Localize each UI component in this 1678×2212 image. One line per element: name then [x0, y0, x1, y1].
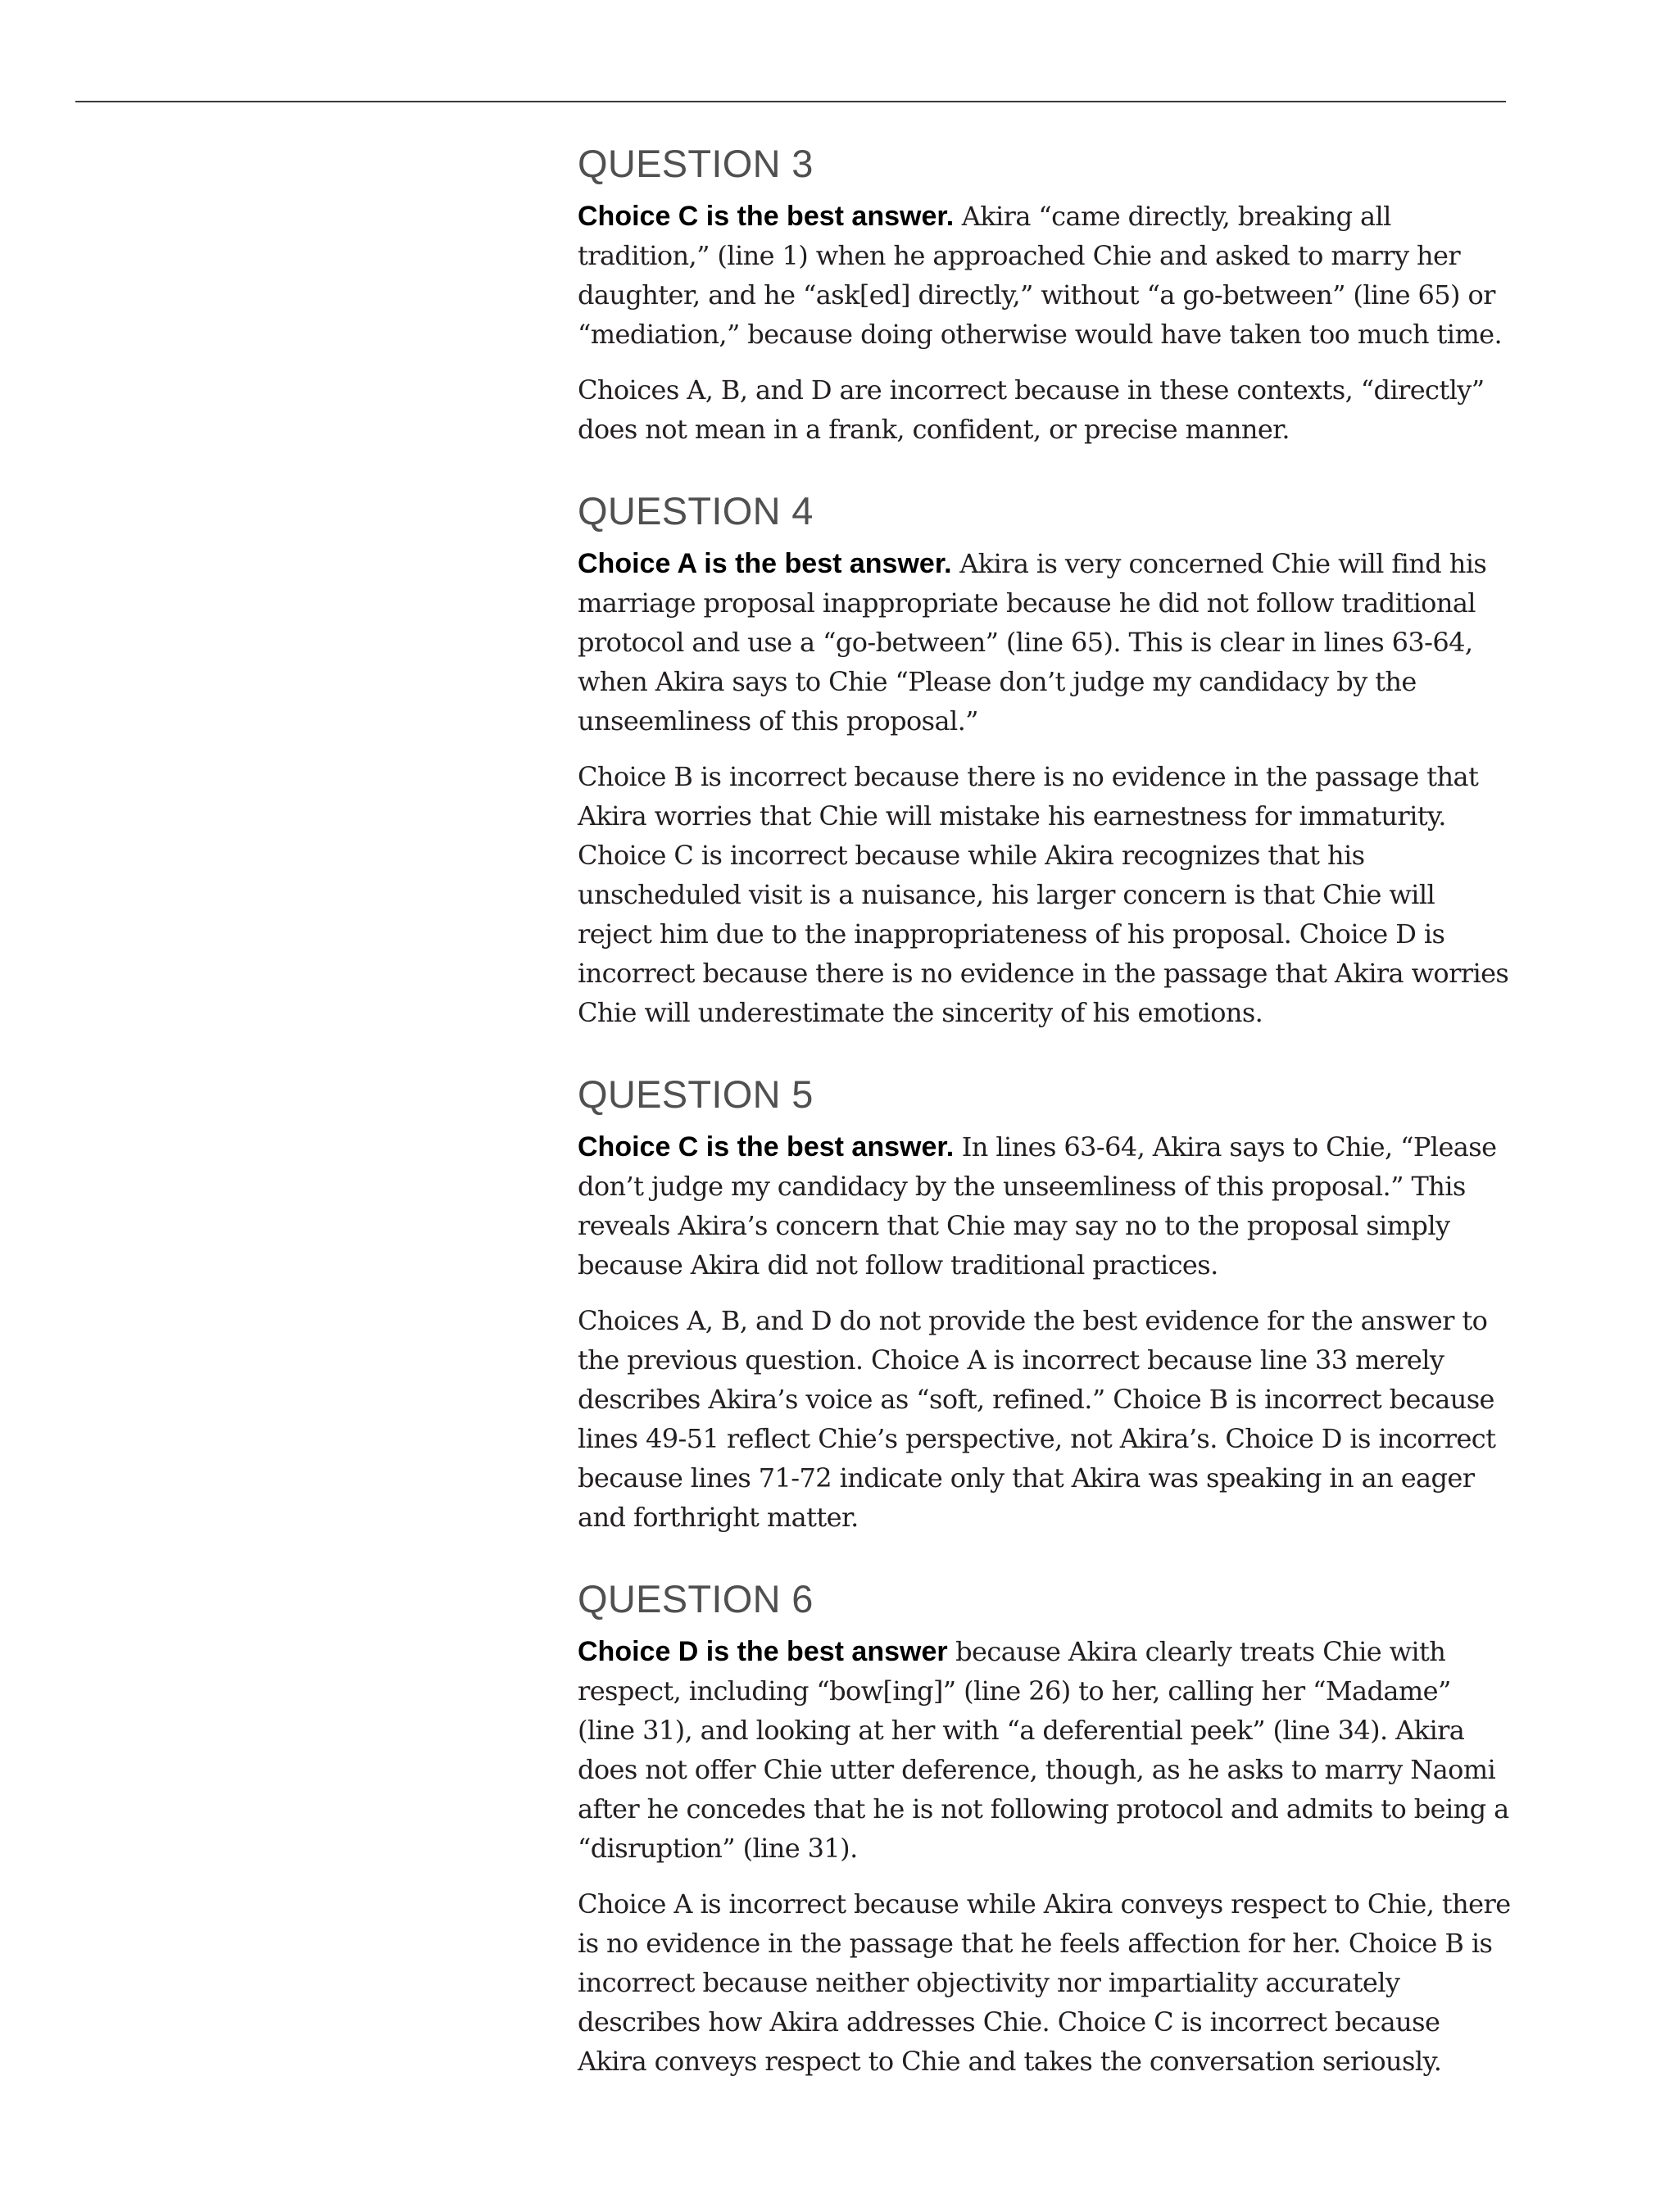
- explanation-paragraph: Choice A is incorrect because while Akira conveys respect to Chie, there is no evidence in the passage that he feels affection for her. Choice B is incorrect because neither objectivity nor impartiality accurately describes how Akira addresses Chie. Choice C is incorrect because Akira conveys respect to Chie and takes the conversation seriously.: [578, 1888, 1511, 2077]
- question-heading: QUESTION 5: [578, 1072, 814, 1116]
- answer-lead: Choice D is the best answer: [578, 1636, 948, 1667]
- answer-body: Akira “came directly, breaking all tradition,” (line 1) when he approached Chie and asked to marry her daughter, and he “ask[ed] directly,” without “a go-between” (line 65) or “mediation,” because doing otherwise would have taken too much time.: [578, 201, 1503, 350]
- answer-paragraph: [578, 544, 1512, 741]
- answer-paragraph: [578, 197, 1512, 354]
- answer-body: Akira is very concerned Chie will find his marriage proposal inappropriate because he did not follow traditional protocol and use a “go-between” (line 65). This is clear in lines 63-64, when Akira says to Chie “Please don’t judge my candidacy by the unseemliness of this proposal.”: [578, 548, 1487, 737]
- answer-explanations: [578, 138, 1512, 2117]
- answer-lead: Choice C is the best answer.: [578, 1131, 955, 1163]
- question-heading: QUESTION 4: [578, 489, 814, 533]
- answer-paragraph: [578, 1632, 1512, 1868]
- question-4-section: [578, 485, 1512, 1032]
- question-3-section: [578, 138, 1512, 449]
- question-heading: QUESTION 3: [578, 142, 814, 185]
- question-6-section: [578, 1573, 1512, 2081]
- explanation-paragraph: Choices A, B, and D are incorrect because in these contexts, “directly” does not mean in a frank, confident, or precise manner.: [578, 374, 1485, 445]
- question-5-section: [578, 1068, 1512, 1537]
- question-heading: QUESTION 6: [578, 1577, 814, 1620]
- top-divider: [75, 101, 1506, 102]
- answer-paragraph: [578, 1127, 1512, 1285]
- explanation-paragraph: Choice B is incorrect because there is no evidence in the passage that Akira worries that Chie will mistake his earnestness for immaturity. Choice C is incorrect because while Akira recognizes that his unscheduled visit is a nuisance, his larger concern is that Chie will reject him due to the inappropriateness of his proposal. Choice D is incorrect because there is no evidence in the passage that Akira worries Chie will underestimate the sincerity of his emotions.: [578, 761, 1509, 1028]
- answer-lead: Choice A is the best answer.: [578, 548, 952, 579]
- explanation-paragraph: Choices A, B, and D do not provide the best evidence for the answer to the previous question. Choice A is incorrect because line 33 merely describes Akira’s voice as “soft, refined.” Choice B is incorrect because lines 49-51 reflect Chie’s perspective, not Akira’s. Choice D is incorrect because lines 71-72 indicate only that Akira was speaking in an eager and forthright matter.: [578, 1305, 1496, 1533]
- answer-body: In lines 63-64, Akira says to Chie, “Please don’t judge my candidacy by the unseemliness of this proposal.” This reveals Akira’s concern that Chie may say no to the proposal simply because Akira did not follow traditional practices.: [578, 1131, 1497, 1281]
- answer-body: because Akira clearly treats Chie with respect, including “bow[ing]” (line 26) to her, calling her “Madame” (line 31), and looking at her with “a deferential peek” (line 34). Akira does not offer Chie utter deference, though, as he asks to marry Naomi after he concedes that he is not following protocol and admits to being a “disruption” (line 31).: [578, 1636, 1509, 1864]
- answer-lead: Choice C is the best answer.: [578, 201, 955, 232]
